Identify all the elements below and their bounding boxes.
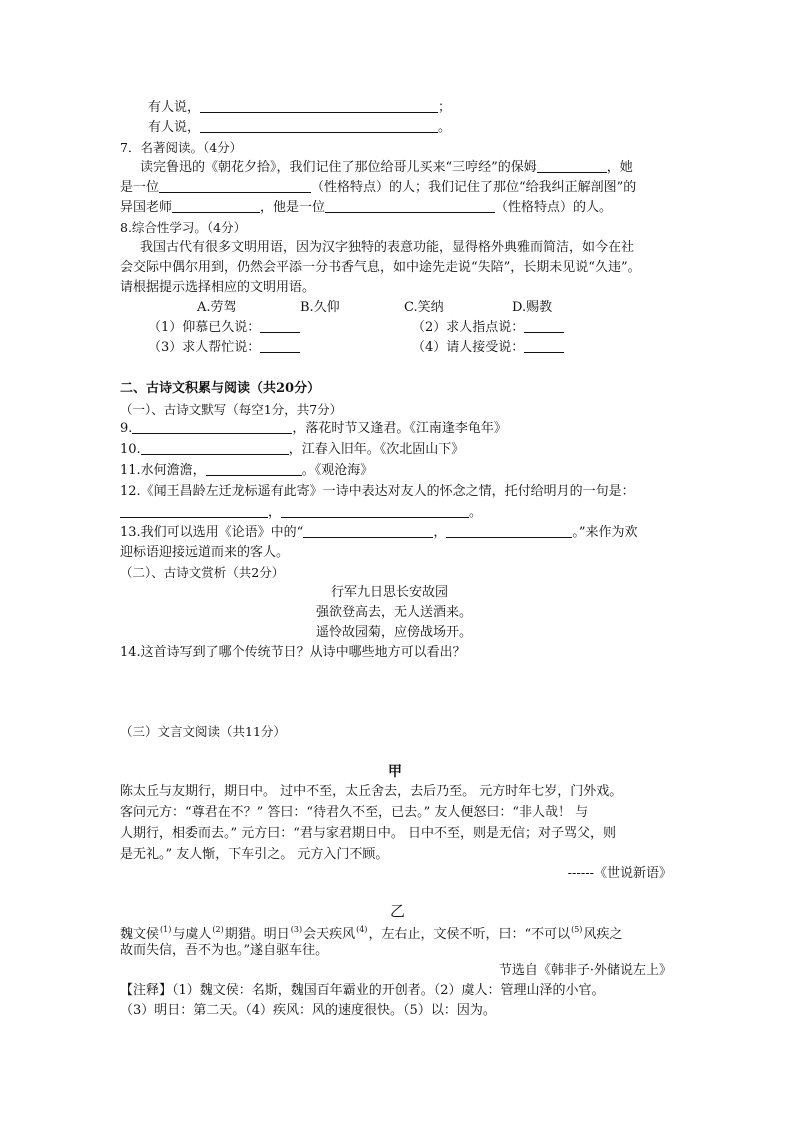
q9-line <box>120 419 507 439</box>
jia-line-2: 客问元方：“尊君在不？” 答曰：“待君久不至，已去。” 友人便怒曰：“非人哉！ 与 <box>120 805 589 820</box>
yi-source: 节选自《韩非子·外储说左上》 <box>498 963 672 978</box>
q8-title: 8.综合性学习。（4分） <box>120 220 247 235</box>
answer-blank[interactable] <box>206 461 302 476</box>
q7-title: 7．名著阅读。（4分） <box>120 140 243 155</box>
q10-line <box>120 440 464 460</box>
q11-text: 。《观沧海》 <box>301 463 374 478</box>
poem-line-2: 遥怜故园菊，应傍战场开。 <box>316 625 473 640</box>
option-b: B.久仰 <box>300 300 340 315</box>
q8-item-label: （4）请人接受说： <box>412 340 525 355</box>
option-c: C.笑纳 <box>404 300 444 315</box>
q7-text: ，他是一位 <box>260 200 326 215</box>
q13-line <box>120 523 638 543</box>
jia-line-4: 是无礼。” 友人惭，下车引之。 元方入门不顾。 <box>120 847 389 862</box>
q8-item-4 <box>412 338 564 358</box>
q7-text: （性格特点）的人；我们记住了那位“给我纠正解剖图”的 <box>311 180 637 195</box>
q13-text: 。”来作为欢 <box>572 525 638 540</box>
yi-text: ，左右止，文侯不听，曰：“不可以 <box>368 927 571 942</box>
yi-text: 期猎。明日 <box>224 927 290 942</box>
answer-blank[interactable] <box>159 178 311 193</box>
q7-line-2 <box>120 178 636 198</box>
q13-text: 13.我们可以选用《论语》中的“ <box>120 525 304 540</box>
someone-says-label: 有人说， <box>148 120 201 135</box>
q10-number: 10. <box>120 442 141 457</box>
answer-blank[interactable] <box>537 158 607 173</box>
someone-says-line-1 <box>148 98 451 118</box>
jia-line-1: 陈太丘与友期行，期日中。 过中不至，太丘舍去，去后乃至。 元方时年七岁，门外戏。 <box>120 784 623 799</box>
q14-line: 14.这首诗写到了哪个传统节日？从诗中哪些地方可以看出？ <box>120 645 466 660</box>
answer-blank[interactable] <box>132 419 292 434</box>
answer-blank[interactable] <box>260 318 300 333</box>
answer-blank[interactable] <box>446 523 572 538</box>
punct: ， <box>433 525 447 540</box>
yi-text: 魏文侯 <box>120 927 160 942</box>
q9-text: ，落花时节又逢君。《江南逢李龟年》 <box>292 421 507 436</box>
q8-paragraph-2: 会交际中偶尔用到，仍然会平添一分书香气息，如中途先走说“失陪”，长期未见说“久违”。 <box>120 260 641 275</box>
notes-line-1: 【注释】（1）魏文侯：名斯，魏国百年霸业的开创者。（2）虞人：管理山泽的小官。 <box>120 983 605 998</box>
q8-item-1 <box>148 318 300 338</box>
answer-blank[interactable] <box>141 440 289 455</box>
q7-text: ，她 <box>606 160 633 175</box>
section-heading: 二、古诗文积累与阅读（共20分） <box>120 381 321 396</box>
q7-text: 读完鲁迅的《朝花夕拾》，我们记住了那位给哥儿买来“三哼经”的保姆 <box>140 160 537 175</box>
answer-blank[interactable] <box>524 318 564 333</box>
option-d: D.赐教 <box>512 300 553 315</box>
someone-says-label: 有人说， <box>148 100 201 115</box>
q8-item-3 <box>148 338 300 358</box>
passage-yi-label: 乙 <box>390 902 406 920</box>
jia-source: ------《世说新语》 <box>567 866 672 881</box>
q8-paragraph-1: 我国古代有很多文明用语，因为汉字独特的表意功能，显得格外典雅而简洁，如今在社 <box>140 240 635 255</box>
q10-text: ，江春入旧年。《次北固山下》 <box>288 442 465 457</box>
punct: ； <box>438 100 452 115</box>
q9-number: 9. <box>120 421 133 436</box>
answer-blank[interactable] <box>303 523 433 538</box>
q11-line <box>120 461 373 481</box>
answer-blank[interactable] <box>281 503 469 518</box>
q11-text: 11.水何澹澹， <box>120 463 206 478</box>
footnote-marker: (1) <box>160 925 172 934</box>
poem-line-1: 强欲登高去，无人送酒来。 <box>316 605 473 620</box>
yi-text: 风疾之 <box>583 927 623 942</box>
subsection-classical: （三）文言文阅读（共11分） <box>120 724 286 739</box>
footnote-marker: (4) <box>356 925 368 934</box>
q7-text: 异国老师 <box>120 200 173 215</box>
jia-line-3: 人期行，相委而去。” 元方曰：“君与家君期日中。 日中不至，则是无信；对子骂父，则 <box>120 826 617 841</box>
yi-text: 会天疾风 <box>303 927 356 942</box>
q8-item-label: （2）求人指点说： <box>412 320 525 335</box>
answer-blank[interactable] <box>200 118 438 133</box>
q7-line-3 <box>120 198 612 218</box>
q7-line-1 <box>140 158 633 178</box>
punct: 。 <box>438 120 452 135</box>
q7-text: 是一位 <box>120 180 160 195</box>
punct: ， <box>268 505 282 520</box>
q8-item-2 <box>412 318 564 338</box>
answer-blank[interactable] <box>325 198 495 213</box>
answer-blank[interactable] <box>172 198 260 213</box>
q12-line: 12.《闻王昌龄左迁龙标遥有此寄》一诗中表达对友人的怀念之情，托付给明月的一句是： <box>120 484 635 499</box>
subsection-dictation: （一）、古诗文默写（每空1分，共7分） <box>120 402 343 417</box>
answer-blank[interactable] <box>120 503 268 518</box>
passage-jia-label: 甲 <box>388 764 402 780</box>
answer-blank[interactable] <box>260 338 300 353</box>
q8-paragraph-3: 请根据提示选择相应的文明用语。 <box>120 280 316 295</box>
footnote-marker: (3) <box>290 925 303 934</box>
footnote-marker: (5) <box>571 925 583 934</box>
footnote-marker: (2) <box>212 925 224 934</box>
q8-item-label: （3）求人帮忙说： <box>148 340 261 355</box>
answer-blank[interactable] <box>200 98 438 113</box>
subsection-appreciation: （二）、古诗文赏析（共2分） <box>120 565 285 580</box>
yi-line-2: 故而失信，吾不为也。”遂自驱车往。 <box>120 943 329 958</box>
poem-title: 行军九日思长安故园 <box>331 585 449 600</box>
notes-line-2: （3）明日：第二天。（4）疾风：风的速度很快。（5）以：因为。 <box>120 1003 496 1018</box>
q7-text: （性格特点）的人。 <box>495 200 613 215</box>
yi-text: 与虞人 <box>172 927 212 942</box>
punct: 。 <box>469 505 483 520</box>
q12-answer-line <box>120 503 482 523</box>
answer-blank[interactable] <box>524 338 564 353</box>
q13-line-2: 迎标语迎接远道而来的客人。 <box>120 545 290 560</box>
option-a: A.劳驾 <box>197 300 237 315</box>
someone-says-line-2 <box>148 118 451 138</box>
q8-item-label: （1）仰慕已久说： <box>148 320 261 335</box>
